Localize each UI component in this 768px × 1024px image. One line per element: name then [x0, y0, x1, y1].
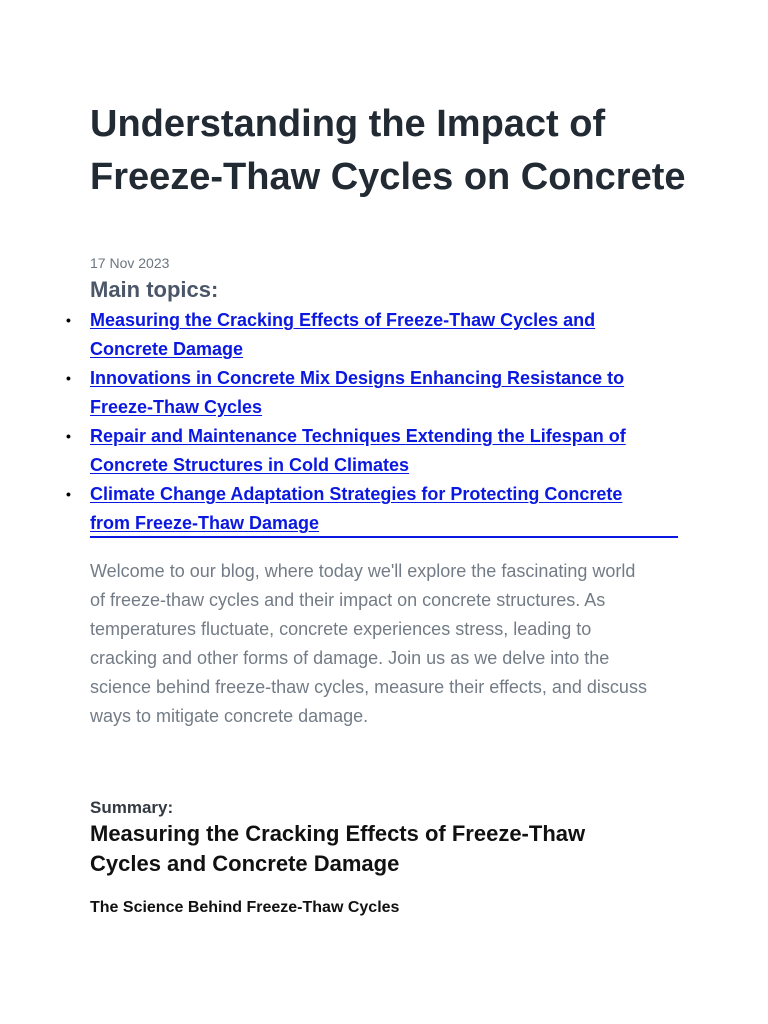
intro-line: science behind freeze-thaw cycles, measure their effects, and discuss	[90, 677, 647, 697]
summary-heading	[90, 819, 690, 879]
intro-line: ways to mitigate concrete damage.	[90, 706, 369, 726]
topic-link-line: Freeze-Thaw Cycles	[90, 397, 263, 417]
summary-heading-line: Measuring the Cracking Effects of Freeze-Thaw	[90, 821, 586, 846]
section-subheading: The Science Behind Freeze-Thaw Cycles	[90, 899, 400, 916]
list-item	[0, 306, 768, 364]
topic-link-line: from Freeze-Thaw Damage	[90, 513, 320, 533]
bullet-icon: •	[66, 370, 71, 386]
topic-link-innovations[interactable]	[90, 364, 768, 422]
intro-line: of freeze-thaw cycles and their impact on concrete structures. As	[90, 590, 606, 610]
topics-list	[0, 306, 768, 538]
topic-link-repair[interactable]	[90, 422, 768, 480]
publish-date: 17 Nov 2023	[90, 255, 170, 271]
topic-link-line: Repair and Maintenance Techniques Extending the Lifespan of	[90, 426, 626, 446]
summary-label: Summary:	[90, 798, 174, 817]
list-item	[0, 364, 768, 422]
bullet-icon: •	[66, 428, 71, 444]
intro-line: Welcome to our blog, where today we'll explore the fascinating world	[90, 561, 636, 581]
topic-link-climate[interactable]	[90, 480, 768, 538]
topic-link-line: Measuring the Cracking Effects of Freeze-Thaw Cycles and	[90, 310, 596, 330]
bullet-icon: •	[66, 486, 71, 502]
intro-paragraph	[90, 557, 685, 731]
summary-heading-line: Cycles and Concrete Damage	[90, 851, 400, 876]
bullet-icon: •	[66, 312, 71, 328]
topic-link-measuring[interactable]	[90, 306, 768, 364]
topic-link-line: Concrete Structures in Cold Climates	[90, 455, 410, 475]
topic-link-line: Concrete Damage	[90, 339, 244, 359]
list-item	[0, 422, 768, 480]
intro-line: cracking and other forms of damage. Join us as we delve into the	[90, 648, 610, 668]
link-underline-divider	[90, 536, 678, 538]
intro-line: temperatures fluctuate, concrete experiences stress, leading to	[90, 619, 592, 639]
topic-link-line: Climate Change Adaptation Strategies for Protecting Concrete	[90, 484, 623, 504]
page-title: Understanding the Impact of Freeze-Thaw Cycles on Concrete	[90, 103, 686, 198]
topic-link-line: Innovations in Concrete Mix Designs Enhancing Resistance to	[90, 368, 625, 388]
list-item	[0, 480, 768, 538]
topics-heading: Main topics:	[90, 277, 219, 302]
